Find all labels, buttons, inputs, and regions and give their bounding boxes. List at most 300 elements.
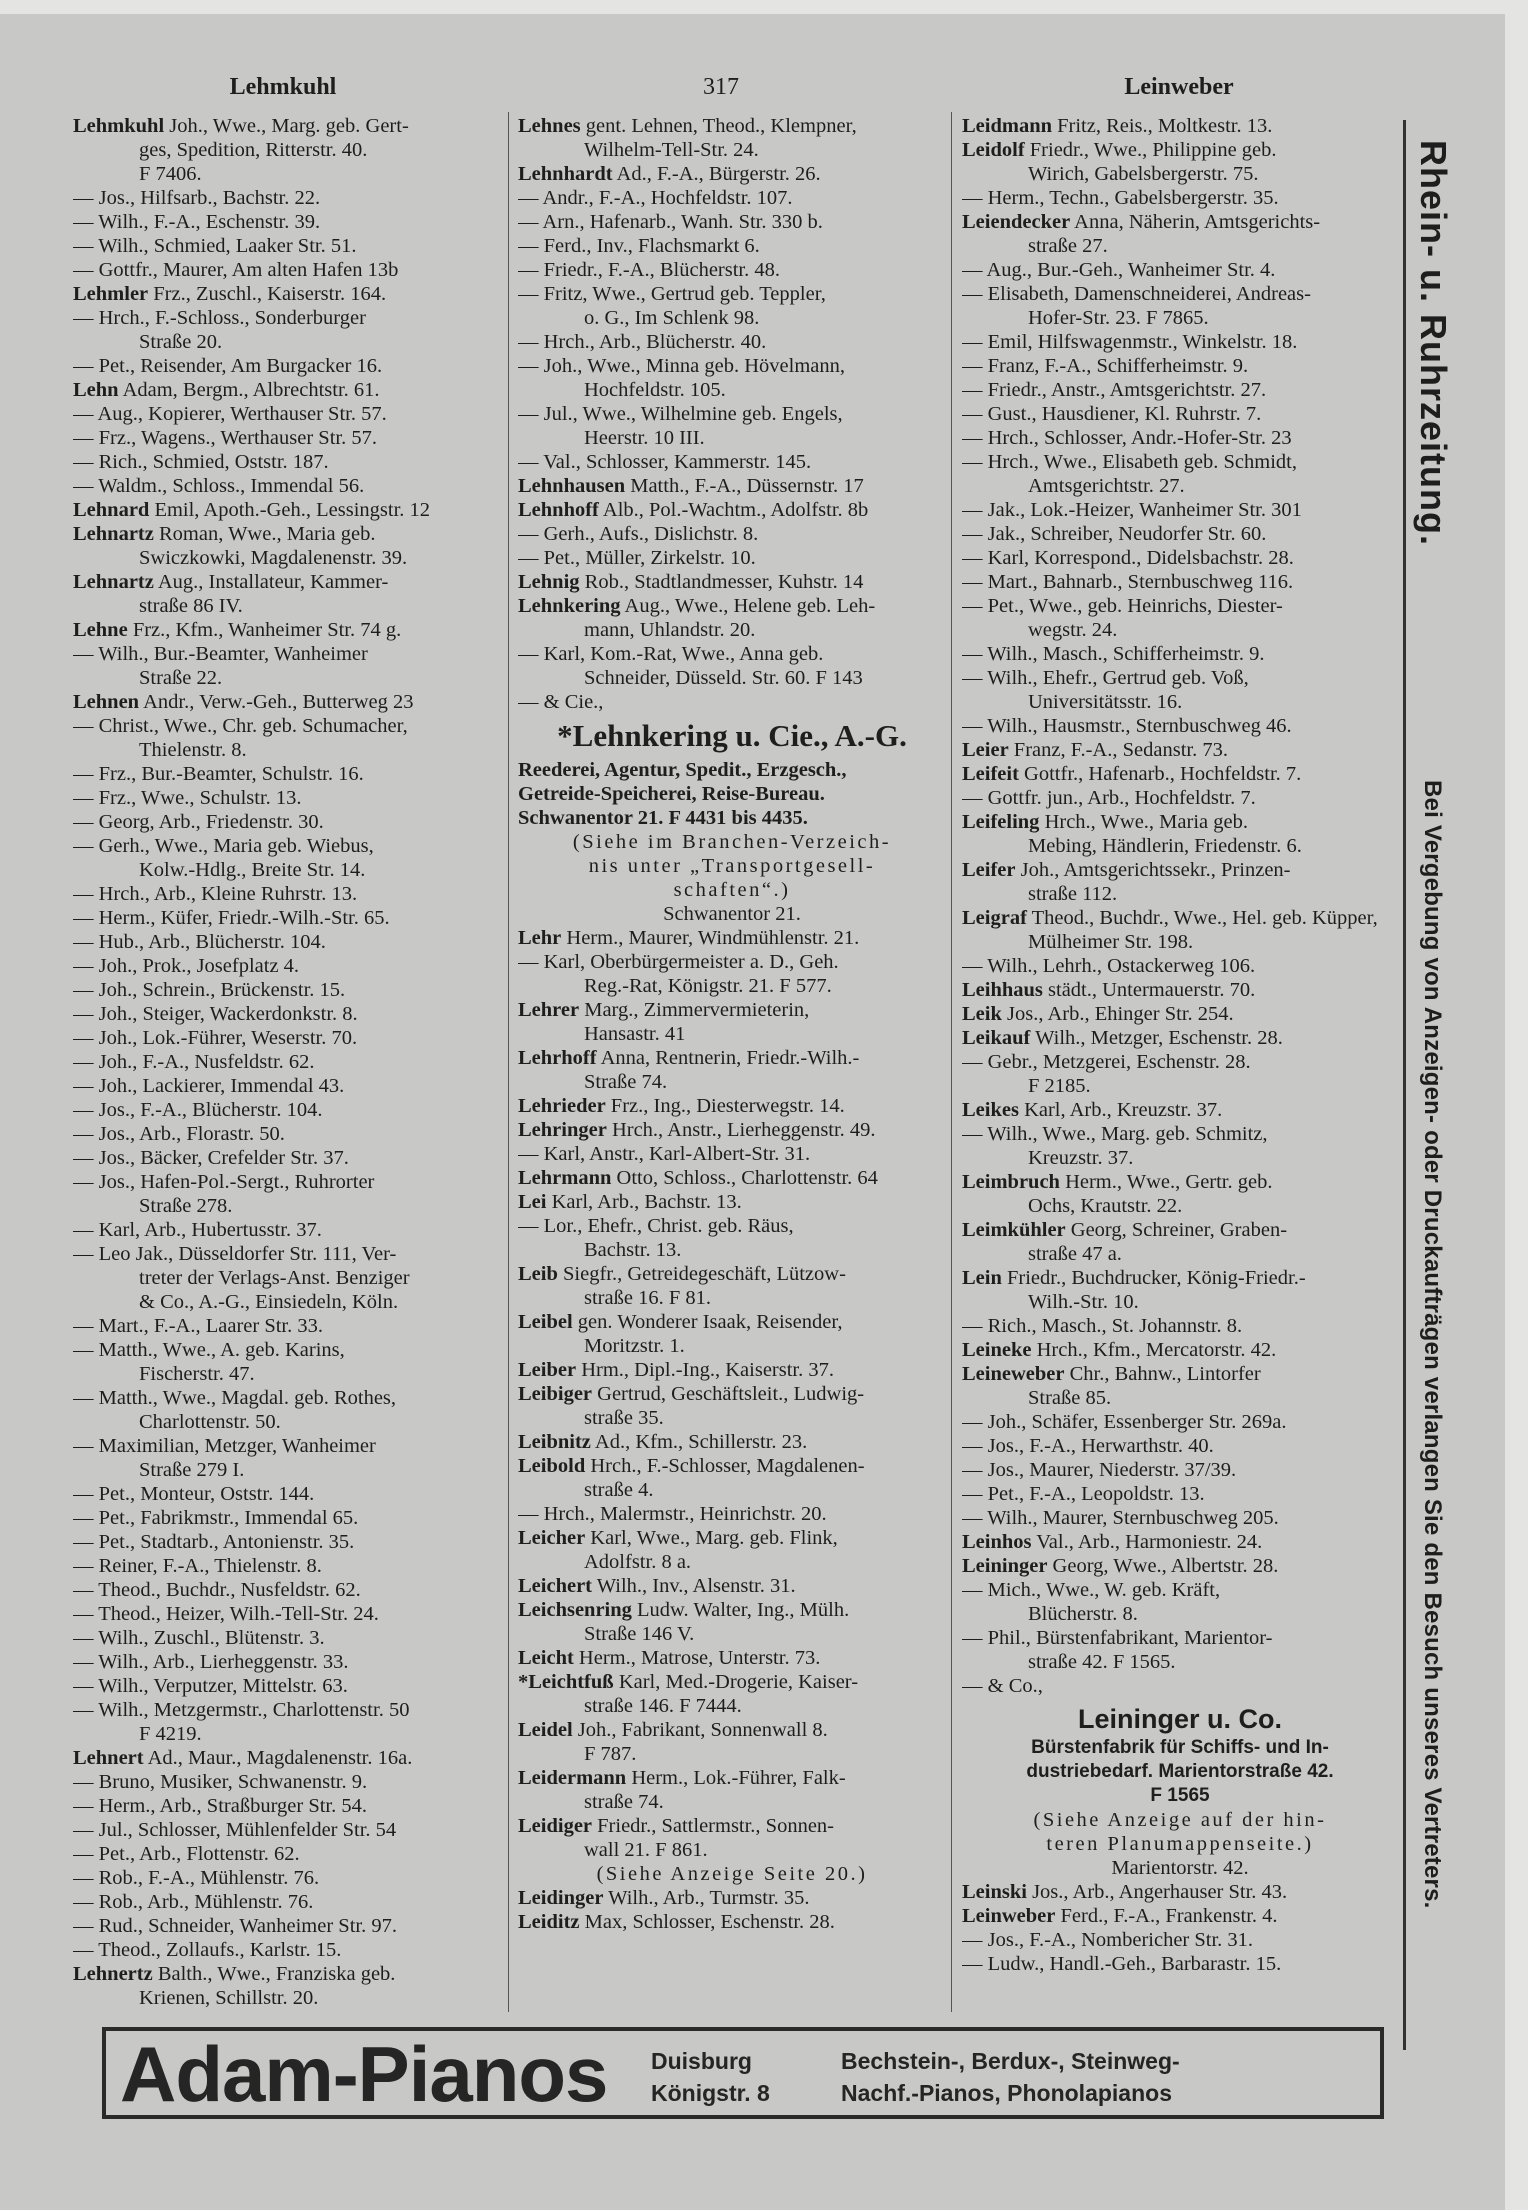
entry-text: — Herm., Küfer, Friedr.-Wilh.-Str. 65.	[73, 907, 390, 929]
entry-surname: Leidermann	[518, 1767, 627, 1789]
entry-text: Emil, Apoth.-Geh., Lessingstr. 12	[149, 499, 431, 521]
entry-text: — Wilh., Schmied, Laaker Str. 51.	[73, 235, 357, 257]
entry-continuation	[962, 834, 1398, 858]
entry-text: — Jos., Hafen-Pol.-Sergt., Ruhrorter	[73, 1171, 375, 1193]
directory-entry	[518, 1670, 946, 1694]
entry-continuation	[518, 1238, 946, 1262]
entry-continuation	[962, 930, 1398, 954]
entry-text: — Jos., F.-A., Herwarthstr. 40.	[962, 1435, 1214, 1457]
directory-entry	[518, 1454, 946, 1478]
directory-entry	[73, 1602, 501, 1626]
entry-surname: Leichert	[518, 1575, 592, 1597]
entry-text: Herm., Matrose, Unterstr. 73.	[573, 1647, 821, 1669]
entry-text: — Herm., Arb., Straßburger Str. 54.	[73, 1795, 367, 1817]
directory-entry	[962, 594, 1398, 618]
directory-entry	[962, 906, 1398, 930]
entry-text: — Jos., Arb., Florastr. 50.	[73, 1123, 285, 1145]
entry-text: straße 35.	[584, 1407, 664, 1429]
notice-line	[518, 1862, 946, 1886]
entry-text: Straße 146 V.	[584, 1623, 695, 1645]
entry-text: ges, Spedition, Ritterstr. 40.	[139, 139, 368, 161]
entry-text: — Rob., F.-A., Mühlenstr. 76.	[73, 1867, 320, 1889]
entry-text: — & Cie.,	[518, 691, 604, 713]
entry-surname: Leidolf	[962, 139, 1025, 161]
entry-continuation	[73, 162, 501, 186]
directory-entry	[73, 882, 501, 906]
directory-entry	[962, 714, 1398, 738]
entry-text: Adam, Bergm., Albrechtstr. 61.	[118, 379, 380, 401]
entry-text: — Rob., Arb., Mühlenstr. 76.	[73, 1891, 314, 1913]
entry-text: straße 4.	[584, 1479, 654, 1501]
directory-entry	[73, 1074, 501, 1098]
entry-text: — Aug., Kopierer, Werthauser Str. 57.	[73, 403, 387, 425]
entry-continuation	[962, 1242, 1398, 1266]
entry-surname: Lehnhardt	[518, 163, 613, 185]
entry-text: — Mart., Bahnarb., Sternbuschweg 116.	[962, 571, 1294, 593]
entry-continuation	[962, 1146, 1398, 1170]
ad-location	[651, 2045, 770, 2109]
entry-continuation	[518, 974, 946, 998]
directory-entry	[518, 570, 946, 594]
directory-entry	[73, 1818, 501, 1842]
directory-entry	[518, 210, 946, 234]
entry-surname: Leikes	[962, 1099, 1019, 1121]
entry-text: — Gottfr. jun., Arb., Hochfeldstr. 7.	[962, 787, 1256, 809]
directory-entry	[962, 1314, 1398, 1338]
directory-entry	[962, 186, 1398, 210]
directory-entry	[518, 642, 946, 666]
entry-text: Herm., Wwe., Gertr. geb.	[1059, 1171, 1273, 1193]
entry-surname: Lei	[518, 1191, 547, 1213]
entry-text: Roman, Wwe., Maria geb.	[153, 523, 376, 545]
entry-continuation	[962, 234, 1398, 258]
entry-continuation	[73, 1266, 501, 1290]
notice-line	[962, 1808, 1398, 1832]
directory-entry	[518, 1718, 946, 1742]
column-3	[962, 114, 1398, 1976]
directory-entry	[518, 1214, 946, 1238]
entry-text: Joh., Amtsgerichtssekr., Prinzen-	[1015, 859, 1291, 881]
entry-text: Friedr., Wwe., Philippine geb.	[1024, 139, 1277, 161]
entry-surname: Lehr	[518, 927, 562, 949]
entry-surname: Leinweber	[962, 1905, 1056, 1927]
directory-entry	[518, 1502, 946, 1526]
entry-text: Thielenstr. 8.	[139, 739, 247, 761]
entry-text: — Bruno, Musiker, Schwanenstr. 9.	[73, 1771, 368, 1793]
entry-text: Herm., Maurer, Windmühlenstr. 21.	[561, 927, 860, 949]
entry-continuation	[518, 1478, 946, 1502]
entry-text: Hrch., Kfm., Mercatorstr. 42.	[1031, 1339, 1277, 1361]
directory-entry	[73, 1578, 501, 1602]
entry-continuation	[518, 618, 946, 642]
entry-surname: Leiditz	[518, 1911, 580, 1933]
entry-text: — Matth., Wwe., A. geb. Karins,	[73, 1339, 345, 1361]
entry-text: Joh., Wwe., Marg. geb. Gert-	[164, 115, 409, 137]
entry-surname: Lehringer	[518, 1119, 607, 1141]
entry-text: Bachstr. 13.	[584, 1239, 682, 1261]
entry-text: — Ludw., Handl.-Geh., Barbarastr. 15.	[962, 1953, 1282, 1975]
entry-text: — Fritz, Wwe., Gertrud geb. Teppler,	[518, 283, 826, 305]
entry-continuation	[518, 1406, 946, 1430]
entry-text: — Gust., Hausdiener, Kl. Ruhrstr. 7.	[962, 403, 1262, 425]
sidebar-text: Bei Vergebung von Anzeigen- oder Druckaufträgen verlangen Sie den Besuch unseres Vertreters.	[1419, 780, 1446, 1909]
entry-surname: Leik	[962, 1003, 1002, 1025]
entry-text: straße 47 a.	[1028, 1243, 1122, 1265]
entry-surname: Leimkühler	[962, 1219, 1066, 1241]
entry-text: — Joh., F.-A., Nusfeldstr. 62.	[73, 1051, 315, 1073]
directory-entry	[73, 186, 501, 210]
directory-entry	[73, 1170, 501, 1194]
directory-entry	[962, 858, 1398, 882]
directory-entry	[518, 114, 946, 138]
entry-text: — Emil, Hilfswagenmstr., Winkelstr. 18.	[962, 331, 1298, 353]
entry-text: — Karl, Korrespond., Didelsbachstr. 28.	[962, 547, 1294, 569]
entry-continuation	[73, 546, 501, 570]
notice-line	[518, 878, 946, 902]
entry-text: dustriebedarf. Marientorstraße 42.	[1026, 1761, 1334, 1782]
directory-entry	[73, 498, 501, 522]
entry-text: Joh., Fabrikant, Sonnenwall 8.	[572, 1719, 828, 1741]
entry-continuation	[73, 1722, 501, 1746]
entry-surname: Leiendecker	[962, 211, 1071, 233]
directory-entry	[962, 210, 1398, 234]
directory-entry	[73, 450, 501, 474]
ad-products-line-2: Nachf.-Pianos, Phonolapianos	[841, 2080, 1172, 2106]
entry-continuation	[518, 1022, 946, 1046]
entry-text: Mülheimer Str. 198.	[1028, 931, 1194, 953]
directory-entry	[73, 1434, 501, 1458]
entry-text: Straße 22.	[139, 667, 223, 689]
entry-text: Amtsgerichtstr. 27.	[1028, 475, 1185, 497]
entry-continuation	[962, 1602, 1398, 1626]
entry-text: — Aug., Bur.-Geh., Wanheimer Str. 4.	[962, 259, 1276, 281]
entry-text: F 7406.	[139, 163, 202, 185]
entry-text: — Jos., Bäcker, Crefelder Str. 37.	[73, 1147, 349, 1169]
directory-entry	[518, 1310, 946, 1334]
entry-text: Ochs, Krautstr. 22.	[1028, 1195, 1183, 1217]
entry-text: Max, Schlosser, Eschenstr. 28.	[579, 1911, 835, 1933]
entry-text: — Andr., F.-A., Hochfeldstr. 107.	[518, 187, 793, 209]
entry-continuation	[962, 1074, 1398, 1098]
entry-text: gent. Lehnen, Theod., Klempner,	[580, 115, 857, 137]
entry-text: straße 112.	[1028, 883, 1118, 905]
notice-line	[518, 830, 946, 854]
entry-text: — Friedr., F.-A., Blücherstr. 48.	[518, 259, 780, 281]
entry-text: Hofer-Str. 23. F 7865.	[1028, 307, 1209, 329]
entry-text: Heerstr. 10 III.	[584, 427, 705, 449]
entry-text: teren Planumappenseite.)	[1046, 1833, 1314, 1855]
entry-text: Getreide-Speicherei, Reise-Bureau.	[518, 783, 825, 805]
entry-text: Bürstenfabrik für Schiffs- und In-	[1031, 1737, 1329, 1758]
entry-text: straße 42. F 1565.	[1028, 1651, 1176, 1673]
entry-text: *Lehnkering u. Cie., A.-G.	[557, 718, 907, 753]
entry-text: Frz., Ing., Diesterwegstr. 14.	[605, 1095, 845, 1117]
entry-surname: Leiber	[518, 1359, 577, 1381]
directory-entry	[518, 594, 946, 618]
entry-text: Straße 74.	[584, 1071, 668, 1093]
directory-entry	[518, 354, 946, 378]
entry-surname: Leicher	[518, 1527, 586, 1549]
entry-text: — Wilh., Ehefr., Gertrud geb. Voß,	[962, 667, 1249, 689]
entry-text: Andr., Verw.-Geh., Butterweg 23	[139, 691, 414, 713]
directory-entry	[73, 714, 501, 738]
entry-text: — Wilh., Lehrh., Ostackerweg 106.	[962, 955, 1256, 977]
entry-text: — Wilh., Bur.-Beamter, Wanheimer	[73, 643, 368, 665]
directory-entry	[962, 1122, 1398, 1146]
entry-surname: Lehnen	[73, 691, 140, 713]
header-last-name: Leinweber	[1124, 74, 1234, 100]
entry-text: — Pet., Wwe., geb. Heinrichs, Diester-	[962, 595, 1283, 617]
entry-text: — Phil., Bürstenfabrikant, Marientor-	[962, 1627, 1273, 1649]
entry-text: Reederei, Agentur, Spedit., Erzgesch.,	[518, 759, 847, 781]
entry-surname: Leifeling	[962, 811, 1040, 833]
entry-text: Rob., Stadtlandmesser, Kuhstr. 14	[579, 571, 864, 593]
directory-entry	[962, 1904, 1398, 1928]
entry-text: Karl, Arb., Kreuzstr. 37.	[1018, 1099, 1223, 1121]
directory-entry	[518, 450, 946, 474]
notice-line	[962, 1856, 1398, 1880]
entry-text: Friedr., Buchdrucker, König-Friedr.-	[1001, 1267, 1306, 1289]
entry-text: F 4219.	[139, 1723, 202, 1745]
directory-entry	[518, 1526, 946, 1550]
entry-text: Adolfstr. 8 a.	[584, 1551, 692, 1573]
directory-entry	[73, 1794, 501, 1818]
directory-entry	[73, 354, 501, 378]
entry-text: Karl, Arb., Bachstr. 13.	[546, 1191, 742, 1213]
directory-entry	[518, 1142, 946, 1166]
directory-entry	[518, 1574, 946, 1598]
entry-surname: Lehne	[73, 619, 128, 641]
directory-entry	[962, 1952, 1398, 1976]
directory-entry	[73, 954, 501, 978]
directory-entry	[73, 1914, 501, 1938]
directory-entry	[73, 1530, 501, 1554]
entry-text: Frz., Kfm., Wanheimer Str. 74 g.	[127, 619, 402, 641]
directory-entry	[73, 810, 501, 834]
directory-entry	[962, 738, 1398, 762]
entry-continuation	[962, 162, 1398, 186]
directory-entry	[962, 1434, 1398, 1458]
entry-text: städt., Untermauerstr. 70.	[1042, 979, 1256, 1001]
directory-entry	[73, 930, 501, 954]
entry-text: — Joh., Prok., Josefplatz 4.	[73, 955, 300, 977]
directory-entry	[73, 402, 501, 426]
entry-surname: Lehnartz	[73, 523, 154, 545]
directory-entry	[73, 1002, 501, 1026]
directory-entry	[73, 786, 501, 810]
directory-entry	[73, 642, 501, 666]
entry-text: Wilh., Arb., Turmstr. 35.	[603, 1887, 810, 1909]
entry-surname: Lehnhoff	[518, 499, 599, 521]
directory-entry	[73, 1506, 501, 1530]
entry-surname: Lehmkuhl	[73, 115, 165, 137]
entry-text: treter der Verlags-Anst. Benziger	[139, 1267, 410, 1289]
entry-text: straße 27.	[1028, 235, 1108, 257]
entry-continuation	[962, 1194, 1398, 1218]
entry-text: — Rich., Masch., St. Johannstr. 8.	[962, 1315, 1243, 1337]
directory-entry	[962, 1458, 1398, 1482]
directory-entry	[73, 234, 501, 258]
entry-surname: Lehnartz	[73, 571, 154, 593]
entry-text: Fritz, Reis., Moltkestr. 13.	[1052, 115, 1273, 137]
entry-surname: Lehnert	[73, 1747, 144, 1769]
entry-text: — Gottfr., Maurer, Am alten Hafen 13b	[73, 259, 399, 281]
directory-entry	[962, 810, 1398, 834]
entry-surname: Leidel	[518, 1719, 573, 1741]
entry-text: — & Co.,	[962, 1675, 1043, 1697]
entry-text: — Pet., Stadtarb., Antonienstr. 35.	[73, 1531, 355, 1553]
entry-continuation	[73, 1290, 501, 1314]
entry-text: straße 74.	[584, 1791, 664, 1813]
entry-text: straße 86 IV.	[139, 595, 243, 617]
directory-entry	[962, 1530, 1398, 1554]
entry-text: — Wilh., Zuschl., Blütenstr. 3.	[73, 1627, 325, 1649]
directory-entry	[73, 378, 501, 402]
entry-text: wegstr. 24.	[1028, 619, 1118, 641]
directory-entry	[962, 1928, 1398, 1952]
notice-line	[518, 806, 946, 830]
directory-entry	[73, 1242, 501, 1266]
entry-continuation	[962, 882, 1398, 906]
directory-entry	[962, 1170, 1398, 1194]
entry-text: — Hrch., Arb., Kleine Ruhrstr. 13.	[73, 883, 358, 905]
entry-continuation	[73, 138, 501, 162]
directory-entry	[73, 1098, 501, 1122]
entry-surname: Leigraf	[962, 907, 1027, 929]
entry-continuation	[73, 1194, 501, 1218]
directory-entry	[518, 186, 946, 210]
entry-text: — Jos., Maurer, Niederstr. 37/39.	[962, 1459, 1237, 1481]
directory-entry	[962, 786, 1398, 810]
entry-continuation	[73, 1362, 501, 1386]
directory-entry	[962, 282, 1398, 306]
notice-line	[962, 1702, 1398, 1736]
entry-surname: Leifeit	[962, 763, 1019, 785]
entry-text: — Maximilian, Metzger, Wanheimer	[73, 1435, 376, 1457]
entry-surname: Lehnkering	[518, 595, 621, 617]
entry-surname: Leinski	[962, 1881, 1027, 1903]
entry-surname: Lehnertz	[73, 1963, 153, 1985]
entry-surname: Leidinger	[518, 1887, 604, 1909]
entry-text: — Mart., F.-A., Laarer Str. 33.	[73, 1315, 324, 1337]
entry-continuation	[73, 1410, 501, 1434]
entry-surname: Leihhaus	[962, 979, 1043, 1001]
directory-entry	[518, 1190, 946, 1214]
directory-entry	[518, 330, 946, 354]
entry-text: Leininger u. Co.	[1077, 1704, 1282, 1734]
entry-text: Ad., Maur., Magdalenenstr. 16a.	[143, 1747, 413, 1769]
entry-surname: Lehrhoff	[518, 1047, 597, 1069]
entry-continuation	[73, 858, 501, 882]
entry-text: Straße 20.	[139, 331, 223, 353]
entry-text: (Siehe Anzeige auf der hin-	[1033, 1809, 1327, 1831]
directory-entry	[518, 474, 946, 498]
directory-entry	[73, 1626, 501, 1650]
page-number: 317	[703, 74, 739, 100]
directory-entry	[73, 1482, 501, 1506]
directory-entry	[962, 1002, 1398, 1026]
directory-entry	[73, 1890, 501, 1914]
entry-text: Karl, Med.-Drogerie, Kaiser-	[613, 1671, 859, 1693]
entry-text: Wilhelm-Tell-Str. 24.	[584, 139, 759, 161]
entry-continuation	[518, 1790, 946, 1814]
entry-text: — Karl, Arb., Hubertusstr. 37.	[73, 1219, 322, 1241]
directory-entry	[73, 1770, 501, 1794]
entry-text: — Pet., Müller, Zirkelstr. 10.	[518, 547, 756, 569]
directory-entry	[518, 690, 946, 714]
directory-entry	[962, 330, 1398, 354]
directory-entry	[73, 1218, 501, 1242]
directory-entry	[73, 210, 501, 234]
entry-text: Marientorstr. 42.	[1111, 1857, 1249, 1879]
entry-continuation	[518, 306, 946, 330]
entry-surname: Leier	[962, 739, 1009, 761]
entry-continuation	[518, 378, 946, 402]
directory-entry	[518, 1430, 946, 1454]
entry-surname: Leineweber	[962, 1363, 1065, 1385]
entry-continuation	[73, 666, 501, 690]
entry-text: — Elisabeth, Damenschneiderei, Andreas-	[962, 283, 1311, 305]
entry-surname: Leibnitz	[518, 1431, 591, 1453]
directory-entry	[962, 762, 1398, 786]
ad-products	[841, 2045, 1180, 2109]
entry-text: (Siehe Anzeige Seite 20.)	[596, 1863, 868, 1885]
entry-text: — Jos., Hilfsarb., Bachstr. 22.	[73, 187, 321, 209]
entry-continuation	[518, 426, 946, 450]
entry-text: Ferd., F.-A., Frankenstr. 4.	[1055, 1905, 1278, 1927]
entry-continuation	[518, 1838, 946, 1862]
entry-text: — Jos., F.-A., Nombericher Str. 31.	[962, 1929, 1254, 1951]
entry-text: — Hrch., Schlosser, Andr.-Hofer-Str. 23	[962, 427, 1292, 449]
entry-text: — Karl, Anstr., Karl-Albert-Str. 31.	[518, 1143, 811, 1165]
entry-text: — Jak., Lok.-Heizer, Wanheimer Str. 301	[962, 499, 1302, 521]
directory-entry	[962, 114, 1398, 138]
entry-text: — Hrch., Malermstr., Heinrichstr. 20.	[518, 1503, 827, 1525]
entry-continuation	[518, 1550, 946, 1574]
directory-entry	[73, 762, 501, 786]
directory-entry	[962, 450, 1398, 474]
entry-continuation	[962, 1290, 1398, 1314]
entry-surname: Leicht	[518, 1647, 574, 1669]
entry-text: — Reiner, F.-A., Thielenstr. 8.	[73, 1555, 322, 1577]
entry-text: — Gerh., Wwe., Maria geb. Wiebus,	[73, 835, 374, 857]
directory-entry	[962, 546, 1398, 570]
entry-surname: Leinhos	[962, 1531, 1032, 1553]
entry-text: — Jos., F.-A., Blücherstr. 104.	[73, 1099, 323, 1121]
entry-text: — Karl, Kom.-Rat, Wwe., Anna geb.	[518, 643, 824, 665]
directory-entry	[73, 426, 501, 450]
entry-text: Schneider, Düsseld. Str. 60. F 143	[584, 667, 863, 689]
notice-line	[962, 1760, 1398, 1784]
entry-text: — Pet., Monteur, Oststr. 144.	[73, 1483, 315, 1505]
directory-entry	[962, 1880, 1398, 1904]
entry-text: F 1565	[1150, 1785, 1210, 1806]
directory-entry	[73, 1146, 501, 1170]
entry-surname: Leifer	[962, 859, 1016, 881]
entry-text: Schwanentor 21.	[663, 903, 801, 925]
directory-entry	[518, 498, 946, 522]
directory-entry	[73, 906, 501, 930]
entry-text: Wilh., Metzger, Eschenstr. 28.	[1030, 1027, 1283, 1049]
directory-entry	[518, 1910, 946, 1934]
directory-entry	[962, 1338, 1398, 1362]
directory-entry	[962, 522, 1398, 546]
entry-text: Hrch., Wwe., Maria geb.	[1039, 811, 1248, 833]
entry-surname: Lehrmann	[518, 1167, 612, 1189]
entry-text: wall 21. F 861.	[584, 1839, 708, 1861]
entry-text: — Mich., Wwe., W. geb. Kräft,	[962, 1579, 1221, 1601]
entry-surname: Leidmann	[962, 115, 1052, 137]
